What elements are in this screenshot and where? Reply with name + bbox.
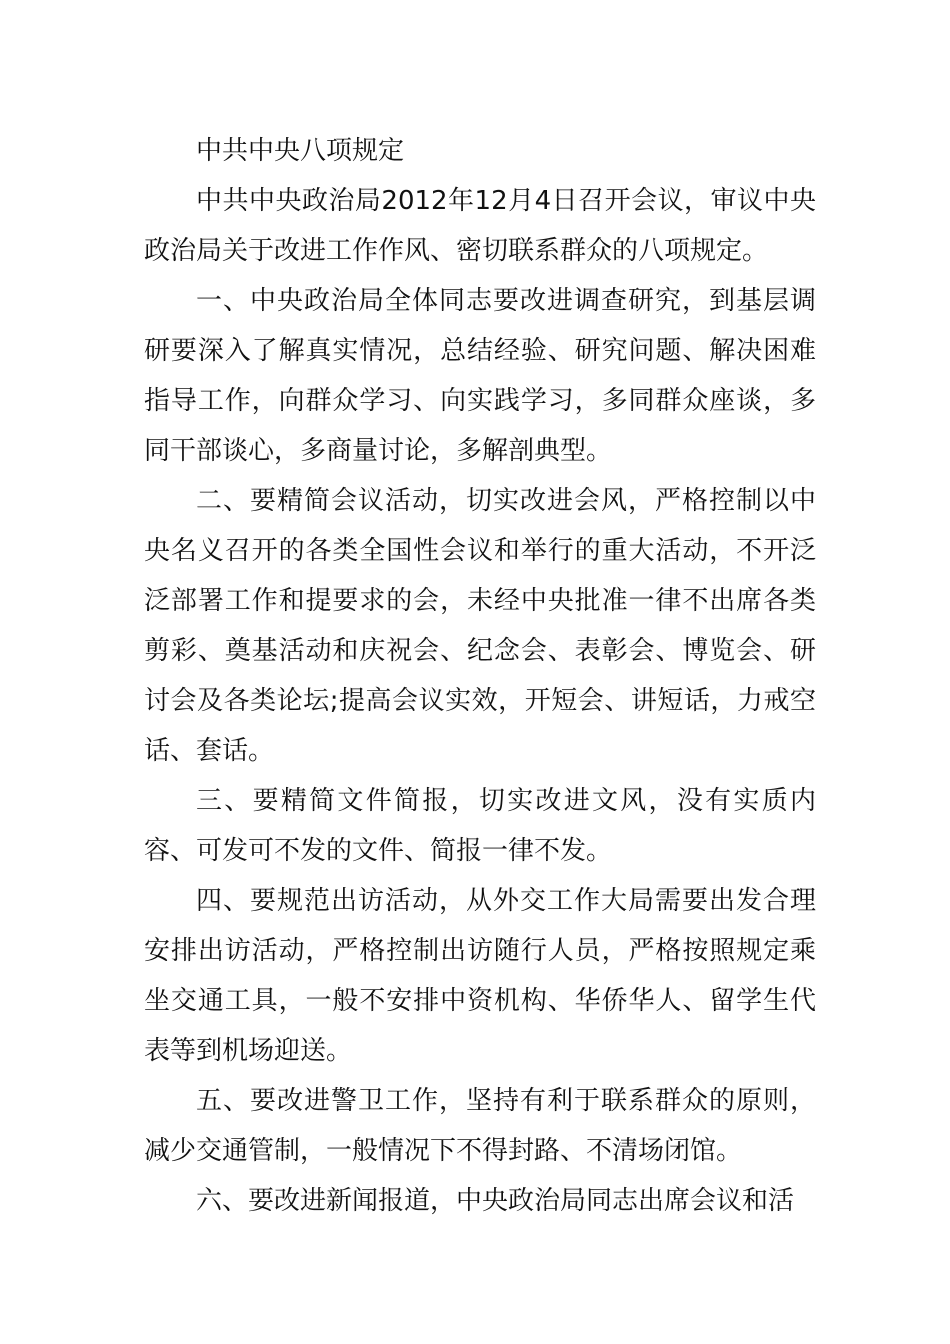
paragraph-intro: 中共中央政治局2012年12月4日召开会议，审议中央政治局关于改进工作作风、密切联系群众的八项规定。: [144, 186, 816, 266]
document-body: [144, 126, 816, 1226]
document-title: 中共中央八项规定: [196, 136, 405, 166]
paragraph-rule-1: 一、中央政治局全体同志要改进调查研究，到基层调研要深入了解真实情况，总结经验、研究问题、解决困难指导工作，向群众学习、向实践学习，多同群众座谈，多同干部谈心，多商量讨论，多解剖典型。: [144, 286, 816, 466]
paragraph-rule-6: 六、要改进新闻报道，中央政治局同志出席会议和活: [196, 1186, 795, 1216]
paragraph-rule-2: 二、要精简会议活动，切实改进会风，严格控制以中央名义召开的各类全国性会议和举行的重大活动，不开泛泛部署工作和提要求的会，未经中央批准一律不出席各类剪彩、奠基活动和庆祝会、纪念会、表彰会、博览会、研讨会及各类论坛;提高会议实效，开短会、讲短话，力戒空话、套话。: [144, 486, 816, 766]
paragraph-rule-5: 五、要改进警卫工作，坚持有利于联系群众的原则，减少交通管制，一般情况下不得封路、不清场闭馆。: [144, 1086, 816, 1166]
paragraph-rule-3: 三、要精简文件简报，切实改进文风，没有实质内容、可发可不发的文件、简报一律不发。: [144, 786, 816, 866]
paragraph-rule-4: 四、要规范出访活动，从外交工作大局需要出发合理安排出访活动，严格控制出访随行人员，严格按照规定乘坐交通工具，一般不安排中资机构、华侨华人、留学生代表等到机场迎送。: [144, 886, 816, 1066]
